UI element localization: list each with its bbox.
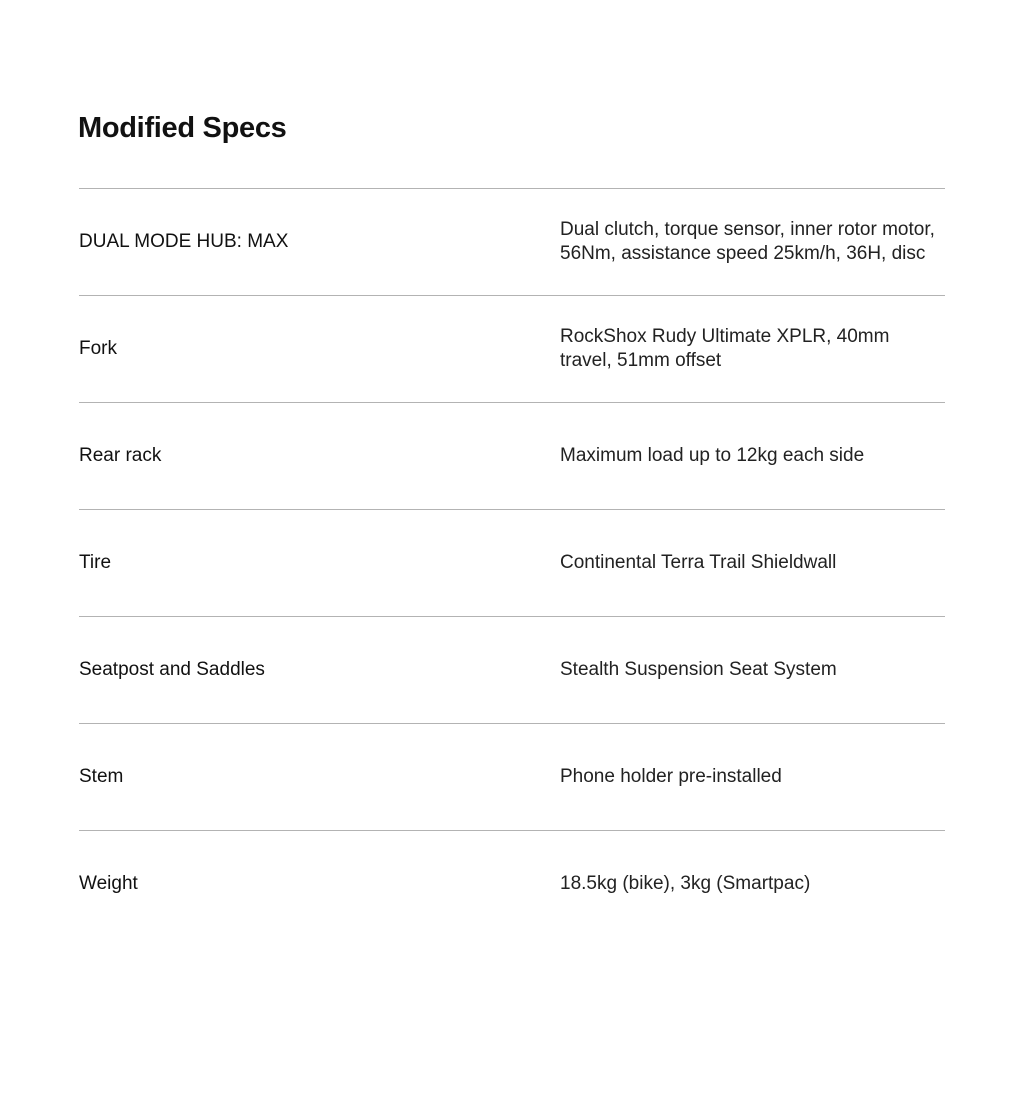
spec-label: Seatpost and Saddles [79, 659, 265, 680]
spec-value: 18.5kg (bike), 3kg (Smartpac) [560, 873, 811, 894]
spec-row-weight [79, 830, 945, 937]
spec-label: Weight [79, 873, 138, 894]
spec-label: Rear rack [79, 445, 162, 466]
spec-value: Stealth Suspension Seat System [560, 659, 837, 680]
spec-row-motor [79, 188, 945, 295]
spec-label: Stem [79, 766, 124, 787]
spec-row-tire [79, 509, 945, 616]
spec-value: Dual clutch, torque sensor, inner rotor motor, 56Nm, assistance speed 25km/h, 36H, disc [560, 219, 935, 264]
spec-row-rear-rack [79, 402, 945, 509]
spec-row-fork [79, 295, 945, 402]
spec-row-seatpost [79, 616, 945, 723]
section-title: Modified Specs [78, 112, 287, 144]
spec-value: Phone holder pre-installed [560, 766, 782, 787]
spec-value: RockShox Rudy Ultimate XPLR, 40mm travel, 51mm offset [560, 326, 890, 371]
spec-label: Tire [79, 552, 112, 573]
spec-label: Fork [79, 338, 117, 359]
spec-value: Continental Terra Trail Shieldwall [560, 552, 837, 573]
specs-table [79, 188, 945, 937]
spec-label: DUAL MODE HUB: MAX [79, 231, 289, 252]
spec-row-stem [79, 723, 945, 830]
spec-value: Maximum load up to 12kg each side [560, 445, 865, 466]
